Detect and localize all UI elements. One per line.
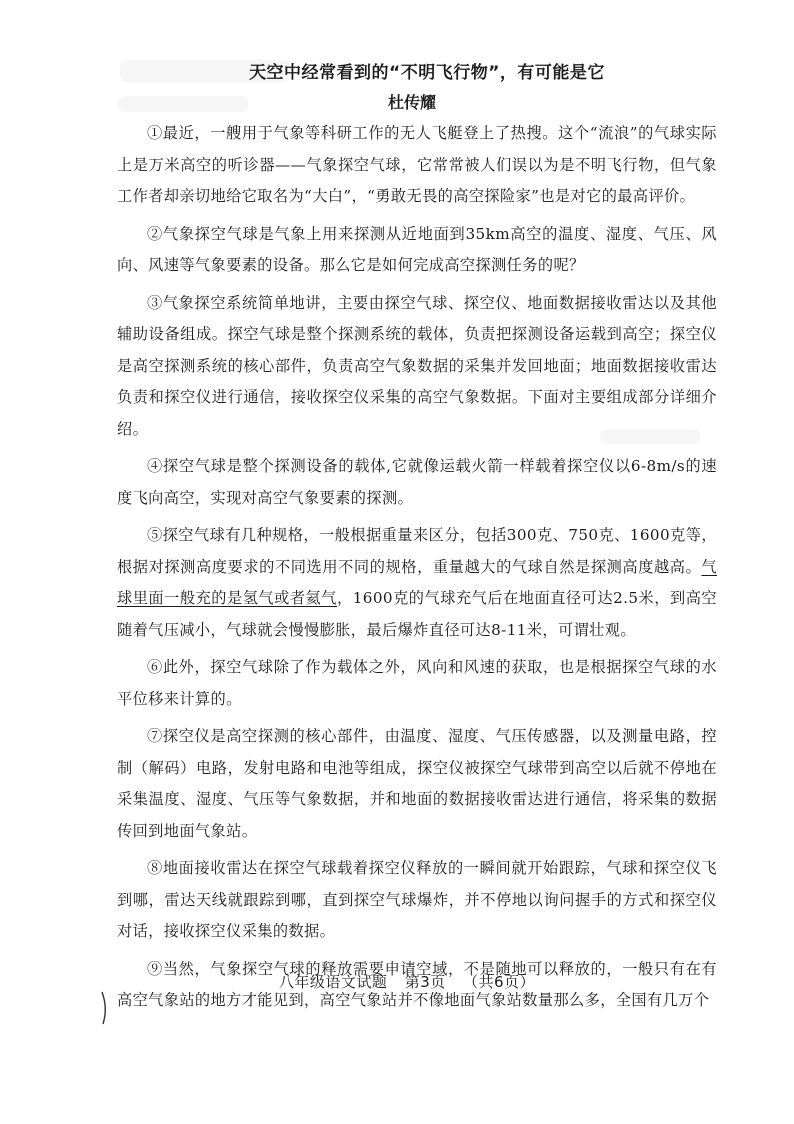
- paragraph-5: [117, 520, 717, 646]
- paragraph-5-text-a: ⑤探空气球有几种规格，一般根据重量来区分，包括300克、750克、1600克等，根据对探测高度要求的不同选用不同的规格，重量越大的气球自然是探测高度越高。: [117, 526, 717, 576]
- article-body: [117, 118, 717, 1023]
- paragraph-6: ⑥此外，探空气球除了作为载体之外，风向和风速的获取，也是根据探空气球的水平位移来计算的。: [117, 658, 717, 708]
- article-title: 天空中经常看到的“不明飞行物”，有可能是它: [249, 63, 605, 83]
- footer-total-pages: （共6页）: [463, 973, 536, 991]
- paragraph-1: ①最近，一艘用于气象等科研工作的无人飞艇登上了热搜。这个“流浪”的气球实际上是万米高空的听诊器——气象探空气球，它常常被人们误以为是不明飞行物，但气象工作者却亲切地给它取名为“大白”，“勇敢无畏的高空探险家”也是对它的最高评价。: [117, 124, 717, 205]
- paragraph-3: ③气象探空系统简单地讲，主要由探空气球、探空仪、地面数据接收雷达以及其他辅助设备组成。探空气球是整个探测系统的载体，负责把探测设备运载到高空；探空仪是高空探测系统的核心部件，负责高空气象数据的采集并发回地面；地面数据接收雷达负责和探空仪进行通信，接收探空仪采集的高空气象数据。下面对主要组成部分详细介绍。: [117, 293, 717, 438]
- binding-mark-icon: [100, 990, 110, 1026]
- paragraph-5-text-b: ，1600克的气球充气后在地面直径可达2.5米，到高空随着气压减小，气球就会慢慢膨胀，最后爆炸直径可达8-11米，可谓壮观。: [117, 589, 717, 639]
- paragraph-4: ④探空气球是整个探测设备的载体,它就像运载火箭一样载着探空仪以6-8m/s的速度飞向高空，实现对高空气象要素的探测。: [117, 457, 717, 507]
- paragraph-5-underlined-sentence: 气球里面一般充的是氢气或者氦气: [117, 557, 717, 607]
- paragraph-7: ⑦探空仪是高空探测的核心部件，由温度、湿度、气压传感器，以及测量电路，控制（解码）电路，发射电路和电池等组成，探空仪被探空气球带到高空以后就不停地在采集温度、湿度、气压等气象数据，并和地面的数据接收雷达进行通信，将采集的数据传回到地面气象站。: [117, 727, 717, 840]
- footer-page-number: 第3页: [404, 973, 446, 991]
- paragraph-9: ⑨当然，气象探空气球的释放需要申请空域，不是随地可以释放的，一般只有在有高空气象站的地方才能见到，高空气象站并不像地面气象站数量那么多，全国有几万个: [117, 959, 717, 1009]
- article-author: 杜传耀: [387, 93, 436, 112]
- paragraph-8: ⑧地面接收雷达在探空气球载着探空仪释放的一瞬间就开始跟踪，气球和探空仪飞到哪，雷达天线就跟踪到哪，直到探空气球爆炸，并不停地以询问握手的方式和探空仪对话，接收探空仪采集的数据。: [117, 859, 717, 940]
- paragraph-2: ②气象探空气球是气象上用来探测从近地面到35km高空的温度、湿度、气压、风向、风速等气象要素的设备。那么它是如何完成高空探测任务的呢？: [117, 224, 717, 274]
- page-footer: [0, 971, 794, 992]
- footer-exam-name: 八年级语文试题: [278, 973, 388, 991]
